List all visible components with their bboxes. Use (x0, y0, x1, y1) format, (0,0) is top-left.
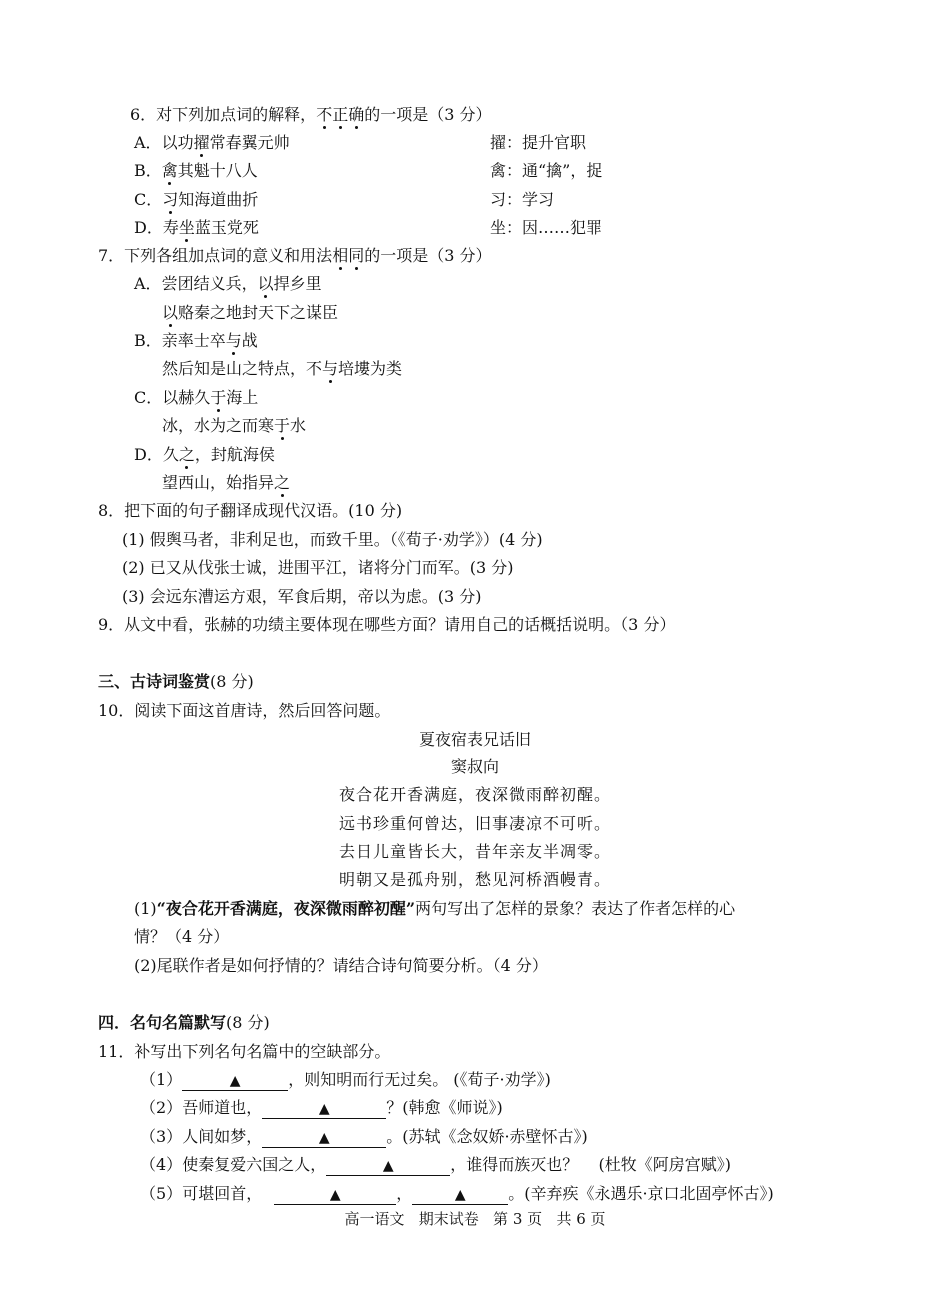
section-3-heading: 三、古诗词鉴赏(8 分) (98, 672, 254, 691)
q11-item-5: （5）可堪回首， ▲ ， ▲ 。(辛弃疾《永遇乐·京口北固亭怀古》) (140, 1184, 774, 1203)
q7-option-a-line1: A．尝团结义兵，以捍乡里 (134, 274, 322, 293)
q7-option-c-line1: C．以赫久于海上 (134, 388, 259, 407)
poem-title: 夏夜宿表兄话旧 (418, 730, 531, 749)
page-footer: 高一语文 期末试卷 第 3 页 共 6 页 (344, 1210, 606, 1228)
q11-item-3: （3）人间如梦， ▲ 。(苏轼《念奴娇·赤壁怀古》) (140, 1127, 588, 1146)
q6-option-a-explanation: 擢：提升官职 (490, 133, 587, 152)
q9-stem: 9．从文中看，张赫的功绩主要体现在哪些方面？请用自己的话概括说明。（3 分） (98, 615, 676, 634)
q11-item-2: （2）吾师道也， ▲ ？(韩愈《师说》) (140, 1098, 503, 1117)
q6-stem: 6．对下列加点词的解释，不正确的一项是（3 分） (130, 105, 492, 124)
section-4-heading: 四．名句名篇默写(8 分) (98, 1013, 270, 1032)
q8-item-2: (2) 已又从伐张士诚，进围平江，诸将分门而军。(3 分) (122, 558, 514, 577)
q11-stem: 11．补写出下列名句名篇中的空缺部分。 (98, 1042, 391, 1061)
q6-option-b: B．禽其魁十八人 (134, 161, 258, 180)
q7-option-d-line1: D．久之，封航海侯 (134, 445, 275, 464)
q6-option-a: A．以功擢常春翼元帅 (134, 133, 290, 152)
answer-blank[interactable]: ▲ (274, 1185, 396, 1205)
answer-blank[interactable]: ▲ (182, 1071, 288, 1091)
q6-option-d-explanation: 坐：因……犯罪 (490, 218, 603, 237)
q7-option-d-line2: 望西山，始指异之 (162, 473, 291, 492)
q7-option-a-line2: 以赂秦之地封天下之谋臣 (162, 303, 339, 322)
q7-option-b-line2: 然后知是山之特点，不与培塿为类 (162, 359, 403, 378)
poem-line-1: 夜合花开香满庭，夜深微雨醉初醒。 (338, 785, 611, 804)
q10-sub-2: (2)尾联作者是如何抒情的？请结合诗句简要分析。（4 分） (134, 956, 548, 975)
q10-sub-1-cont: 情？（4 分） (134, 927, 230, 946)
q8-stem: 8．把下面的句子翻译成现代汉语。(10 分) (98, 501, 403, 520)
answer-blank[interactable]: ▲ (262, 1128, 386, 1148)
q6-option-c: C．习知海道曲折 (134, 190, 259, 209)
answer-blank[interactable]: ▲ (412, 1185, 508, 1205)
answer-blank[interactable]: ▲ (326, 1156, 450, 1176)
q10-sub-1: (1)“夜合花开香满庭，夜深微雨醉初醒”两句写出了怎样的景象？表达了作者怎样的心 (134, 899, 736, 918)
q6-option-d: D．寿坐蓝玉党死 (134, 218, 259, 237)
q7-option-b-line1: B．亲率士卒与战 (134, 331, 258, 350)
poem-author: 窦叔向 (450, 757, 499, 776)
poem-line-2: 远书珍重何曾达，旧事凄凉不可听。 (338, 814, 611, 833)
answer-blank[interactable]: ▲ (262, 1099, 386, 1119)
q10-stem: 10．阅读下面这首唐诗，然后回答问题。 (98, 701, 391, 720)
poem-line-3: 去日儿童皆长大，昔年亲友半凋零。 (338, 842, 611, 861)
q6-option-b-explanation: 禽：通“擒”，捉 (490, 161, 603, 180)
q6-option-c-explanation: 习：学习 (490, 190, 555, 209)
q11-item-1: （1） ▲ ，则知明而行无过矣。 (《荀子·劝学》) (140, 1070, 551, 1089)
q8-item-3: (3) 会远东漕运方艰，军食后期，帝以为虑。(3 分) (122, 587, 482, 606)
q8-item-1: (1) 假舆马者，非利足也，而致千里。（《荀子·劝学》）(4 分) (122, 530, 543, 549)
q7-option-c-line2: 冰，水为之而寒于水 (162, 416, 307, 435)
q7-stem: 7．下列各组加点词的意义和用法相同的一项是（3 分） (98, 246, 492, 265)
q11-item-4: （4）使秦复爱六国之人， ▲ ，谁得而族灭也？ (杜牧《阿房宫赋》) (140, 1155, 732, 1174)
poem-line-4: 明朝又是孤舟别，愁见河桥酒幔青。 (338, 870, 611, 889)
